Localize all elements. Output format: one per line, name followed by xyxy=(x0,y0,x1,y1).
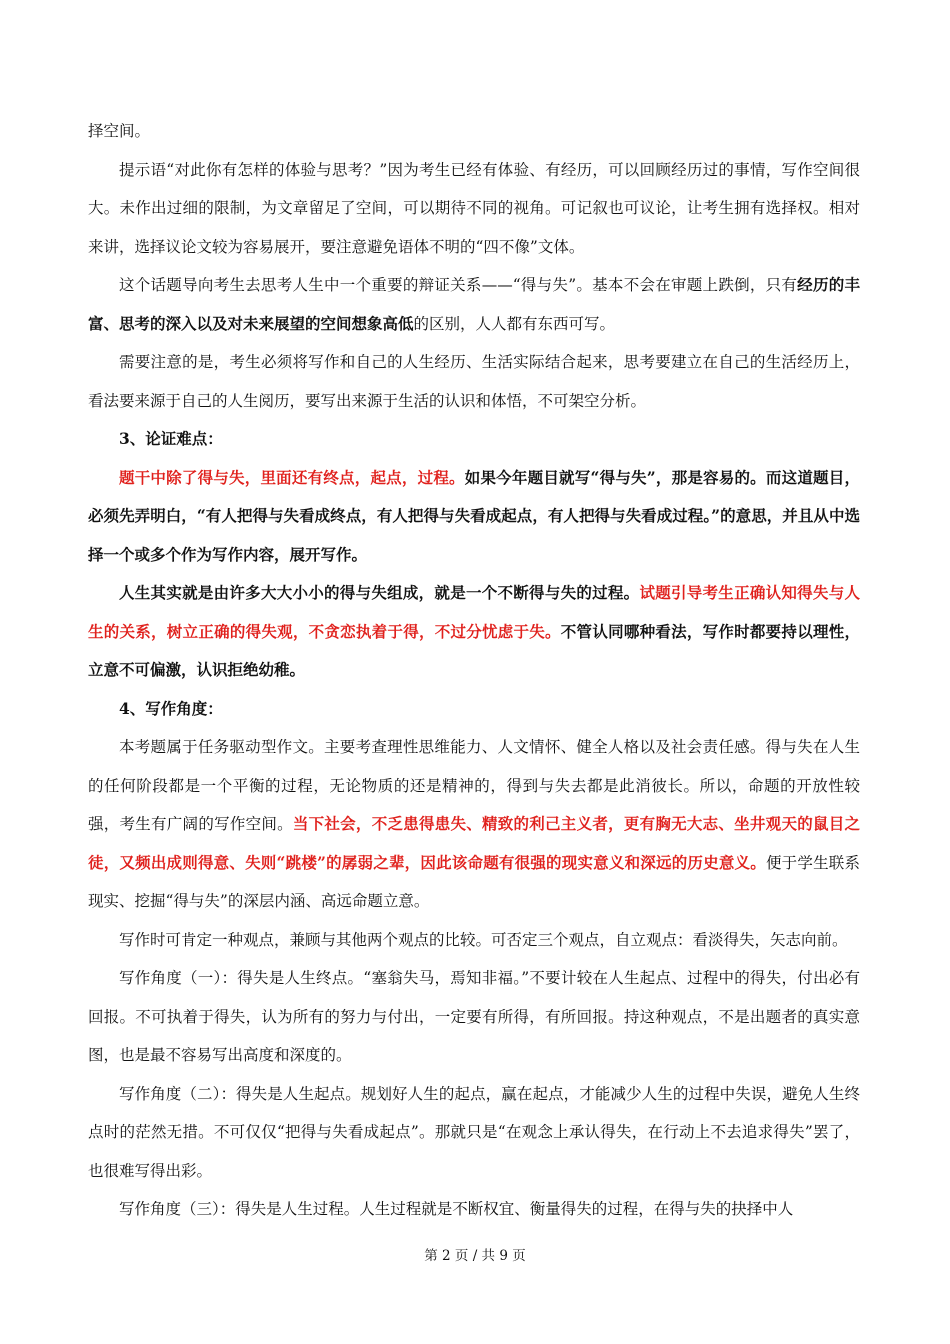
paragraph xyxy=(88,728,860,921)
highlighted-red-text: 题干中除了得与失，里面还有终点，起点，过程。 xyxy=(119,467,465,487)
paragraph xyxy=(88,574,860,690)
paragraph xyxy=(88,959,860,1075)
body-text: 提示语“对此你有怎样的体验与思考？”因为考生已经有体验、有经历，可以回顾经历过的事情，写作空间很大。未作出过细的限制，为文章留足了空间，可以期待不同的视角。可记叙也可议论，让考生拥有选择权。相对来讲，选择议论文较为容易展开，要注意避免语体不明的“四不像”文体。 xyxy=(88,160,860,256)
paragraph xyxy=(88,1075,860,1191)
body-text: 写作角度（二）：得失是人生起点。规划好人生的起点，赢在起点，才能减少人生的过程中失误，避免人生终点时的茫然无措。不可仅仅“把得与失看成起点”。那就只是“在观念上承认得失，在行动上不去追求得失”罢了，也很难写得出彩。 xyxy=(88,1084,860,1180)
bold-text: 4、写作角度： xyxy=(119,698,223,718)
paragraph xyxy=(88,266,860,343)
body-text: 写作时可肯定一种观点，兼顾与其他两个观点的比较。可否定三个观点，自立观点：看淡得失，矢志向前。 xyxy=(119,930,848,949)
bold-text: 3、论证难点： xyxy=(119,429,223,448)
bold-text: 人生其实就是由许多大大小小的得与失组成，就是一个不断得与失的过程。 xyxy=(119,583,640,602)
body-text: 的区别，人人都有东西可写。 xyxy=(413,314,616,333)
paragraph xyxy=(88,151,860,267)
body-text: 这个话题导向考生去思考人生中一个重要的辩证关系——“得与失”。基本不会在审题上跌倒，只有 xyxy=(119,276,798,294)
paragraph xyxy=(88,459,860,575)
body-text: 写作角度（一）：得失是人生终点。“塞翁失马，焉知非福。”不要计较在人生起点、过程中的得失，付出必有回报。不可执着于得失，认为所有的努力与付出，一定要有所得，有所回报。持这种观点，不是出题者的真实意图，也是最不容易写出高度和深度的。 xyxy=(88,969,860,1064)
highlighted-red-text: 当下社会，不乏患得患失、精致的利己主义者，更有胸无大志、坐井观天的鼠目之徒，又频出成则得意、失则“跳楼”的孱弱之辈，因此该命题有很强的现实意义和深远的历史意义。 xyxy=(88,814,860,872)
body-text: 写作角度（三）：得失是人生过程。人生过程就是不断权宜、衡量得失的过程，在得与失的抉择中人 xyxy=(119,1200,794,1218)
paragraph xyxy=(88,112,860,151)
page-footer: 第 2 页 / 共 9 页 xyxy=(424,1248,526,1264)
paragraph xyxy=(88,690,860,729)
bold-text: 不管认同哪种看法，写作时都要持以理性，立意不可偏激，认识拒绝幼稚。 xyxy=(88,621,860,679)
paragraph xyxy=(88,343,860,420)
paragraph xyxy=(88,420,860,459)
body-text: 择空间。 xyxy=(88,122,151,140)
bold-text: 经历的丰富、思考的深入以及对未来展望的空间想象高低 xyxy=(88,275,860,333)
paragraph xyxy=(88,921,860,960)
body-text: 需要注意的是，考生必须将写作和自己的人生经历、生活实际结合起来，思考要建立在自己的生活经历上，看法要来源于自己的人生阅历，要写出来源于生活的认识和体悟，不可架空分析。 xyxy=(88,353,860,410)
paragraph xyxy=(88,1190,860,1229)
highlighted-red-text: 试题引导考生正确认知得失与人生的关系，树立正确的得失观，不贪恋执着于得，不过分忧虑于失。 xyxy=(88,583,860,641)
body-text: 本考题属于任务驱动型作文。主要考查理性思维能力、人文情怀、健全人格以及社会责任感。得与失在人生的任何阶段都是一个平衡的过程，无论物质的还是精神的，得到与失去都是此消彼长。所以，命题的开放性较强，考生有广阔的写作空间。 xyxy=(88,738,860,833)
document-body xyxy=(88,112,860,1229)
bold-text: 如果今年题目就写“得与失”，那是容易的。而这道题目，必须先弄明白，“有人把得与失看成终点，有人把得与失看成起点，有人把得与失看成过程。”的意思，并且从中选择一个或多个作为写作内容，展开写作。 xyxy=(88,467,860,564)
body-text: 便于学生联系现实、挖掘“得与失”的深层内涵、高远命题立意。 xyxy=(88,853,860,910)
